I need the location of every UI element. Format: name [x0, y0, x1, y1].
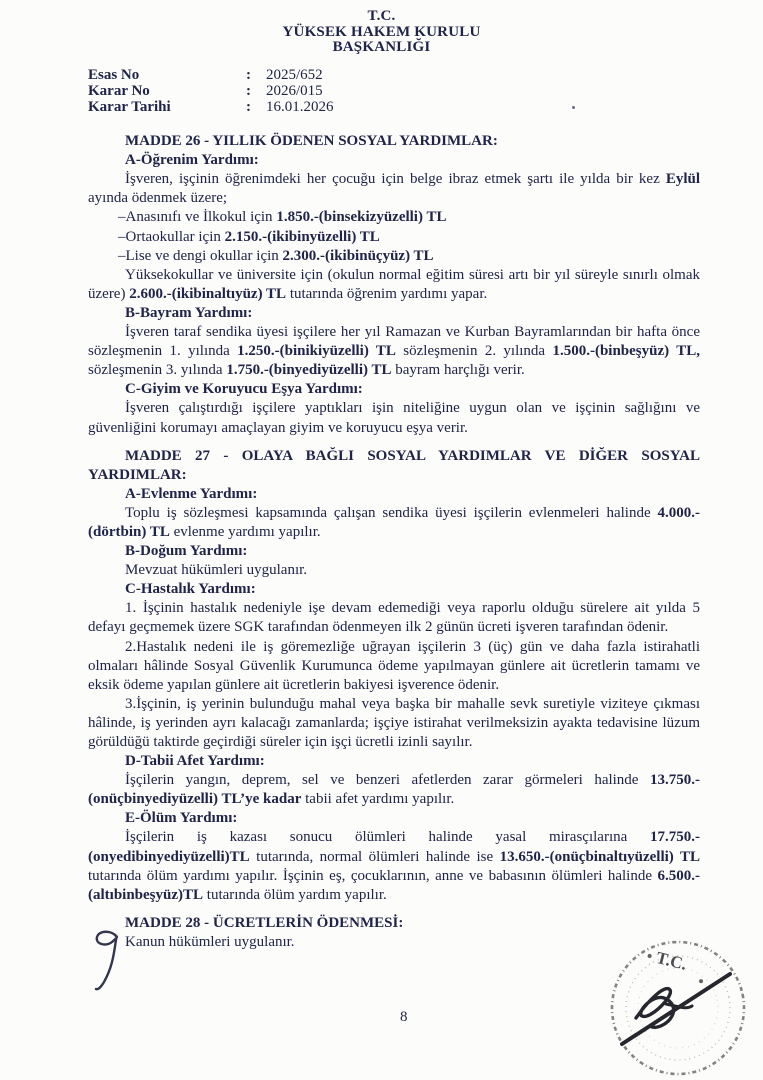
- bold-text-run: MADDE 26 - YILLIK ÖDENEN SOSYAL YARDIMLAR:: [125, 133, 498, 150]
- meta-label: Esas No: [88, 66, 140, 83]
- page-number: 8: [400, 1009, 408, 1025]
- header-republic: T.C.: [367, 8, 396, 24]
- official-stamp: [592, 932, 763, 1080]
- document-body: [0, 132, 763, 952]
- dogum-yardimi-heading: [88, 542, 700, 561]
- bold-text-run: 1.850.-(binsekizyüzelli) TL: [276, 209, 447, 226]
- text-run: sözleşmenin 2. yılında: [395, 343, 553, 360]
- stamp-star-right: [699, 979, 704, 984]
- bold-text-run: B-Doğum Yardımı:: [125, 543, 248, 560]
- giyim-yardimi-paragraph: [88, 399, 700, 437]
- text-run: 1. İşçinin hastalık nedeniyle işe devam edemediği veya raporlu olduğu sürelere ait yılda 5 defayı geçmemek üzere SGK tarafından ödenmeyen ilk 2 günün ücreti işveren tarafından ödenir.: [88, 600, 700, 636]
- text-run: sözleşmenin 3. yılında: [88, 362, 227, 379]
- header-institution: YÜKSEK HAKEM KURULU: [282, 23, 481, 40]
- text-run: İşveren, işçinin öğrenimdeki her çocuğu için belge ibraz etmek şartı ile yılda bir kez: [125, 171, 666, 188]
- madde-27-heading: [88, 447, 700, 485]
- hastalik-yardimi-heading: [88, 580, 700, 599]
- ogrenim-list-anasinifi: [88, 208, 700, 227]
- spacer: [88, 905, 700, 914]
- evlenme-yardimi-paragraph: [88, 504, 700, 542]
- tabii-afet-yardimi-heading: [88, 752, 700, 771]
- text-run: İşveren çalıştırdığı işçilere yaptıkları işin niteliğine uygun olan ve işçinin sağlığını ve güvenliğini korumayı amaçlayan giyim ve koruyucu eşya verir.: [88, 400, 700, 436]
- text-run: Toplu iş sözleşmesi kapsamında çalışan sendika üyesi işçilerin evlenmeleri halinde: [125, 504, 658, 521]
- ogrenim-yardimi-paragraph: [88, 170, 700, 208]
- text-run: bayram harçlığı verir.: [391, 362, 525, 379]
- text-run: tutarında, normal ölümleri halinde ise: [249, 848, 500, 865]
- document-header: [0, 0, 763, 56]
- hastalik-item-2: [88, 638, 700, 695]
- text-run: tabii afet yardımı yapılır.: [301, 791, 455, 808]
- spacer: [88, 438, 700, 447]
- bayram-yardimi-paragraph: [88, 323, 700, 380]
- header-office: BAŞKANLIĞI: [332, 39, 431, 55]
- meta-row-karar-tarihi: [88, 99, 763, 115]
- hastalik-item-3: [88, 695, 700, 752]
- bold-text-run: 2.150.-(ikibinyüzelli) TL: [224, 228, 380, 245]
- meta-separator: :: [246, 98, 251, 115]
- text-run: Kanun hükümleri uygulanır.: [125, 933, 295, 950]
- ink-speck: [572, 106, 575, 109]
- giyim-yardimi-heading: [88, 380, 700, 399]
- text-run: Mevzuat hükümleri uygulanır.: [125, 562, 308, 579]
- evlenme-yardimi-heading: [88, 485, 700, 504]
- dogum-yardimi-paragraph: [88, 561, 700, 580]
- bold-text-run: MADDE 28 - ÜCRETLERİN ÖDENMESİ:: [125, 914, 404, 931]
- bold-text-run: A-Öğrenim Yardımı:: [125, 152, 259, 169]
- text-run: tutarında ölüm yardım yapılır.: [203, 886, 387, 903]
- bold-text-run: B-Bayram Yardımı:: [125, 304, 253, 321]
- ogrenim-yuksekokul-paragraph: [88, 266, 700, 304]
- bayram-yardimi-heading: [88, 304, 700, 323]
- meta-value: 2025/652: [266, 66, 323, 83]
- bold-text-run: 13.750.-(onüçbinyediyüzelli) TL’ye kadar: [88, 772, 700, 808]
- bold-text-run: MADDE 27 - OLAYA BAĞLI SOSYAL YARDIMLAR VE DİĞER SOSYAL YARDIMLAR:: [88, 447, 700, 483]
- meta-value: 2026/015: [266, 82, 323, 99]
- bold-text-run: 17.750.-(onyedibinyediyüzelli)TL: [88, 829, 700, 865]
- ogrenim-list-ortaokul: [88, 228, 700, 247]
- bold-text-run: 2.300.-(ikibinüçyüz) TL: [282, 247, 434, 264]
- stamp-text: T.C.: [654, 947, 689, 974]
- bold-text-run: Eylül: [665, 171, 700, 188]
- madde-28-heading: [88, 914, 700, 933]
- text-run: –Anasınıfı ve İlkokul için: [118, 209, 277, 226]
- text-run: evlenme yardımı yapılır.: [169, 523, 321, 540]
- handwritten-paraph-icon: [86, 928, 128, 996]
- bold-text-run: C-Hastalık Yardımı:: [125, 581, 256, 598]
- text-run: Yüksekokullar ve üniversite için (okulun normal eğitim süresi artı bir yıl süreyle sınırlı olmak üzere): [88, 266, 700, 302]
- meta-separator: :: [246, 66, 251, 83]
- meta-value: 16.01.2026: [266, 98, 334, 115]
- text-run: 3.İşçinin, iş yerinin bulunduğu mahal veya başka bir mahalle sevk suretiyle viziteye çıkması hâlinde, iş yerinden ayrı kalacağı zamanlarda; işçiye istirahat verilmeksizin ayakta tedavisine lüzum görüldüğü taktirde geçirdiği süreler için işçi ücretli izinli sayılır.: [88, 695, 700, 751]
- meta-separator: :: [246, 82, 251, 99]
- ogrenim-list-lise: [88, 247, 700, 266]
- bold-text-run: 2.600.-(ikibinaltıyüz) TL: [129, 285, 287, 302]
- olum-yardimi-heading: [88, 809, 700, 828]
- tabii-afet-yardimi-paragraph: [88, 771, 700, 809]
- bold-text-run: D-Tabii Afet Yardımı:: [125, 753, 265, 770]
- meta-label: Karar Tarihi: [88, 98, 171, 115]
- meta-row-karar-no: [88, 83, 763, 99]
- olum-yardimi-paragraph: [88, 828, 700, 904]
- bold-text-run: 1.500.-(binbeşyüz) TL,: [552, 343, 700, 360]
- case-meta: [88, 67, 763, 116]
- hastalik-item-1: [88, 599, 700, 637]
- bold-text-run: 1.250.-(binikiyüzelli) TL: [237, 343, 396, 360]
- bold-text-run: 6.500.-(altıbinbeşyüz)TL: [88, 867, 700, 903]
- stamp-title: [644, 946, 708, 984]
- text-run: ayında ödenmek üzere;: [88, 190, 228, 207]
- meta-label: Karar No: [88, 82, 150, 99]
- bold-text-run: C-Giyim ve Koruyucu Eşya Yardımı:: [125, 381, 363, 398]
- madde-26-heading: [88, 132, 700, 151]
- text-run: –Lise ve dengi okullar için: [118, 247, 283, 264]
- text-run: 2.Hastalık nedeni ile iş göremezliğe uğrayan işçilerin 3 (üç) gün ve daha fazla istirahatli olmaları hâlinde Sosyal Güvenlik Kurumunca ödeme yapılmayan günlere ait ücretlerin tamamı ve eksik ödeme yapılan günlere ait ücretlerin bakiyesi işverence ödenir.: [88, 638, 700, 693]
- text-run: tutarında öğrenim yardımı yapar.: [286, 285, 488, 302]
- stamp-star-left: [647, 954, 652, 959]
- meta-row-esas-no: [88, 67, 763, 83]
- text-run: İşçilerin yangın, deprem, sel ve benzeri afetlerden zarar görmeleri halinde: [125, 772, 650, 789]
- text-run: tutarında ölüm yardımı yapılır. İşçinin eş, çocuklarının, anne ve babasının ölümleri halinde: [88, 867, 658, 884]
- text-run: –Ortaokullar için: [118, 228, 225, 245]
- text-run: İşçilerin iş kazası sonucu ölümleri halinde yasal mirasçılarına: [125, 829, 650, 846]
- text-run: İşveren taraf sendika üyesi işçilere her yıl Ramazan ve Kurban Bayramlarından bir hafta önce sözleşmenin 1. yılında: [88, 324, 700, 360]
- bold-text-run: A-Evlenme Yardımı:: [125, 485, 258, 502]
- ogrenim-yardimi-heading: [88, 151, 700, 170]
- bold-text-run: E-Ölüm Yardımı:: [125, 810, 238, 827]
- bold-text-run: 13.650.-(onüçbinaltıyüzelli) TL: [499, 848, 700, 865]
- bold-text-run: 1.750.-(binyediyüzelli) TL: [226, 362, 392, 379]
- bold-text-run: 4.000.-(dörtbin) TL: [88, 504, 700, 540]
